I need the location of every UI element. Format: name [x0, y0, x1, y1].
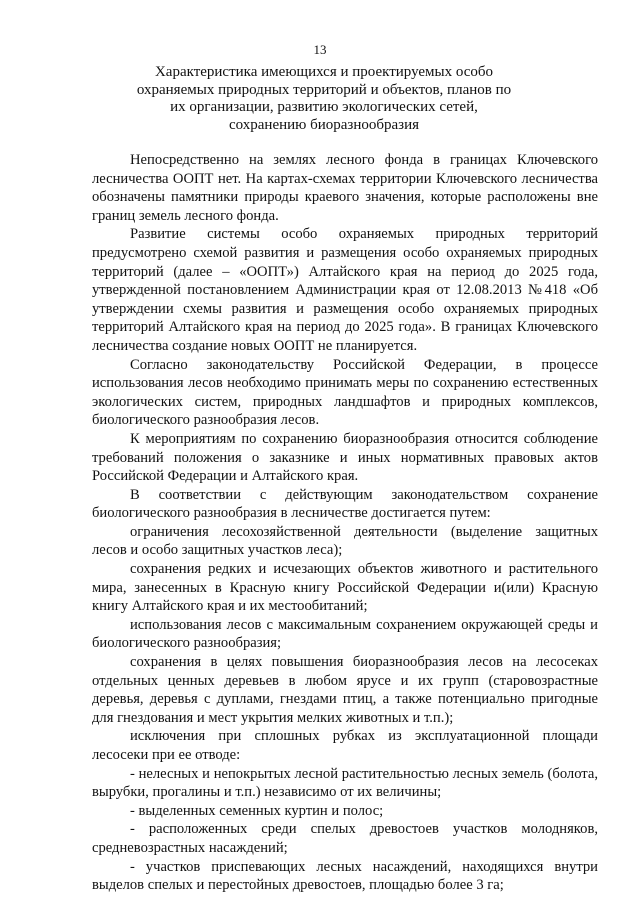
paragraph: В соответствии с действующим законодательством сохранение биологического разнообразия в лесничестве достигается путем:: [92, 486, 598, 522]
page-number: 13: [313, 42, 327, 57]
list-item: исключения при сплошных рубках из эксплуатационной площади лесосеки при ее отводе:: [92, 728, 598, 763]
paragraph: Развитие системы особо охраняемых природных территорий предусмотрено схемой развития и размещения особо охраняемых природных территорий (далее – «ООПТ») Алтайского края на период до 2025 года, утвержденной постановлением Администрации края от 12.08.2013 №418 «Об утверждении схемы развития и размещения особо охраняемых природных территорий Алтайского края на период до 2025 года». В границах Ключевского лесничества создание новых ООПТ не планируется.: [92, 226, 598, 354]
body-text: [92, 151, 598, 895]
title-line: сохранению биоразнообразия: [228, 116, 420, 133]
title-line: охраняемых природных территорий и объектов, планов по: [136, 81, 512, 98]
list-item: сохранения в целях повышения биоразнообразия лесов на лесосеках отдельных ценных деревьев в любом ярусе и их групп (старовозрастные деревья, деревья с дуплами, гнездами птиц, а также потенциально пригодные для гнездования и мест укрытия мелких животных и т.п.);: [92, 654, 598, 726]
title-line: их организации, развитию экологических сетей,: [170, 99, 478, 115]
title-line: Характеристика имеющихся и проектируемых особо: [154, 64, 494, 80]
paragraph: К мероприятиям по сохранению биоразнообразия относится соблюдение требований положения о заказнике и иных нормативных правовых актов Российской Федерации и Алтайского края.: [92, 430, 598, 485]
sub-list-item: - выделенных семенных куртин и полос;: [130, 802, 384, 819]
list-item: ограничения лесохозяйственной деятельности (выделение защитных лесов и особо защитных участков леса);: [92, 523, 598, 559]
sub-list-item: - расположенных среди спелых древостоев участков молодняков, средневозрастных насаждений;: [92, 821, 598, 856]
list-item: использования лесов с максимальным сохранением окружающей среды и биологического разнообразия;: [92, 616, 598, 652]
paragraph: Непосредственно на землях лесного фонда в границах Ключевского лесничества ООПТ нет. На картах-схемах территории Ключевского лесничества обозначены памятники природы краевого значения, которые расположены вне границ земель лесного фонда.: [92, 152, 598, 224]
paragraph: Согласно законодательству Российской Федерации, в процессе использования лесов необходимо принимать меры по сохранению естественных экологических систем, природных ландшафтов и природных комплексов, биологического разнообразия лесов.: [92, 356, 598, 429]
section-title: [92, 64, 556, 134]
list-item: сохранения редких и исчезающих объектов животного и растительного мира, занесенных в Красную книгу Российской Федерации и(или) Красную книгу Алтайского края и их местообитаний;: [92, 561, 598, 615]
sub-list-item: - участков приспевающих лесных насаждений, находящихся внутри выделов спелых и перестойных древостоев, площадью более 3 га;: [92, 858, 598, 894]
sub-list-item: - нелесных и непокрытых лесной растительностью лесных земель (болота, вырубки, прогалины и т.п.) независимо от их величины;: [92, 765, 598, 801]
